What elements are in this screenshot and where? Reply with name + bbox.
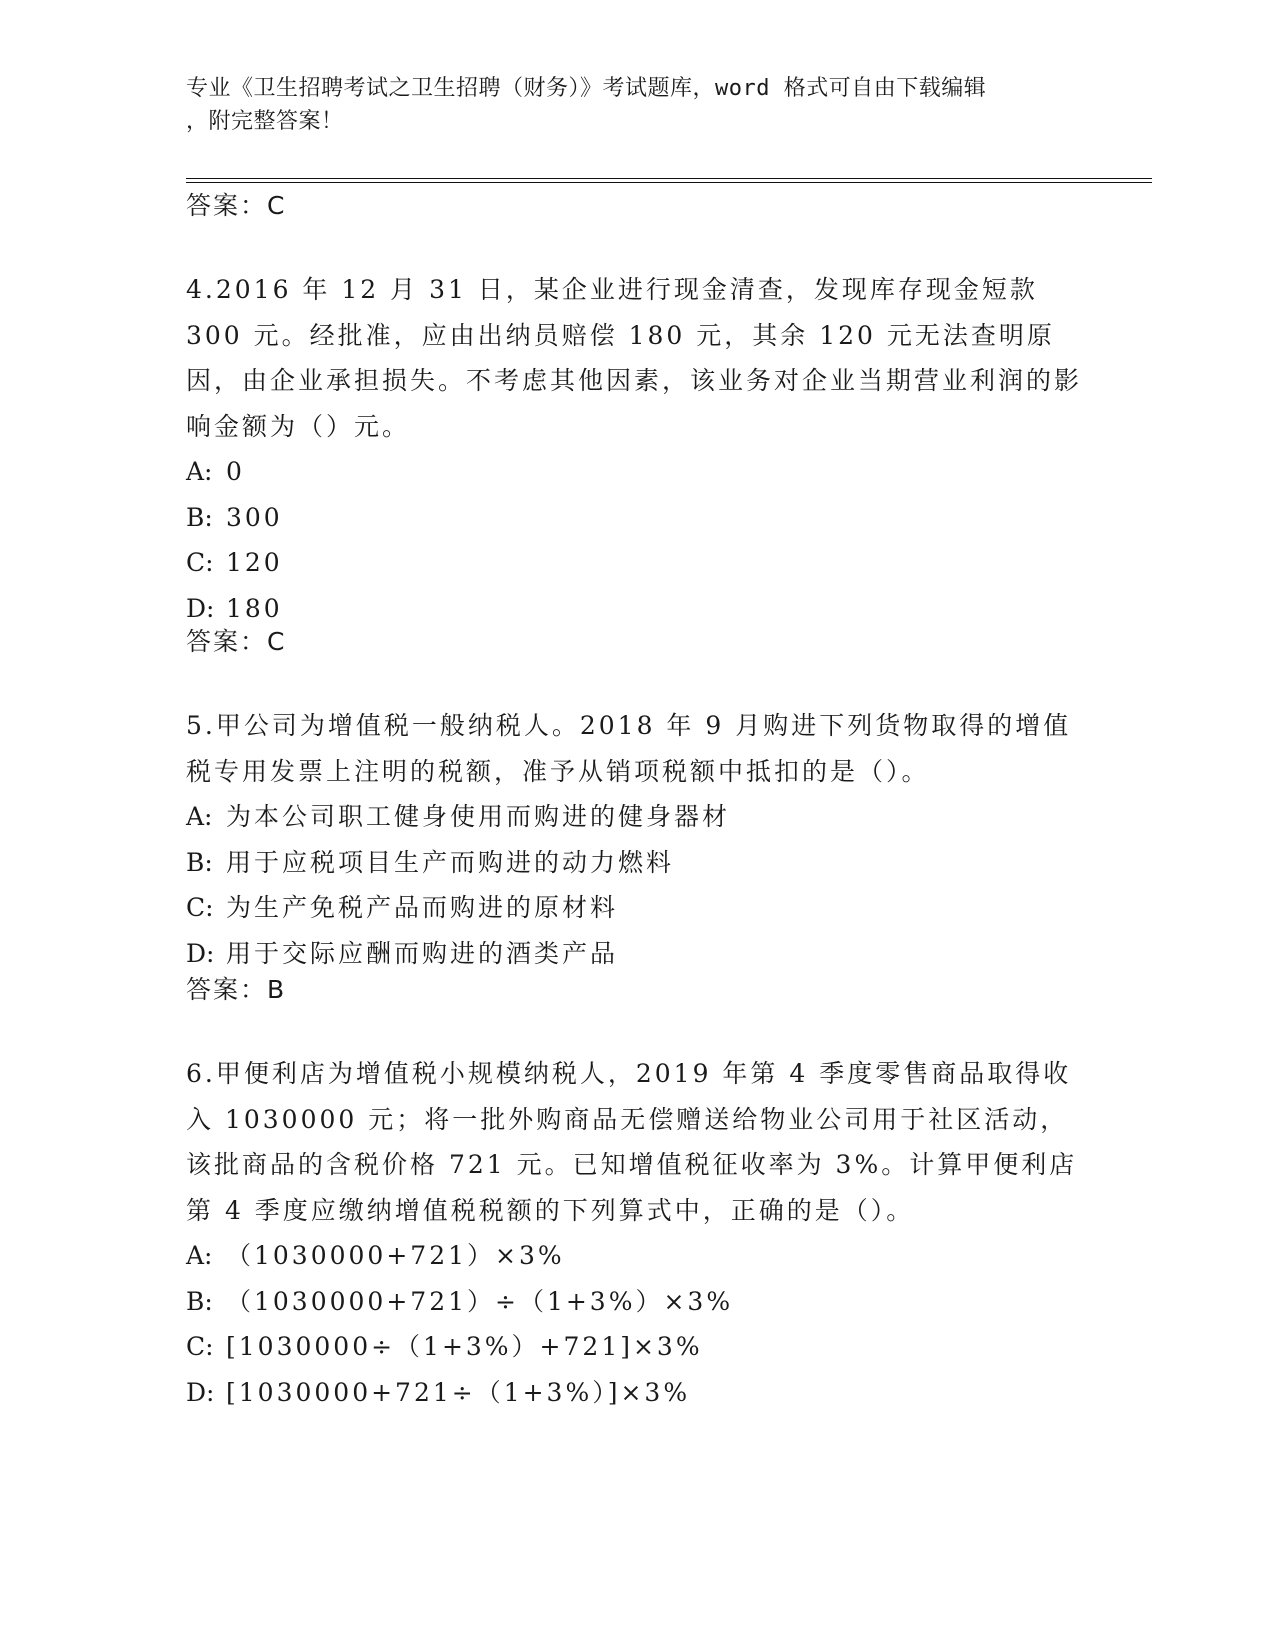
question-block (186, 267, 1086, 631)
question-stem: 5.甲公司为增值税一般纳税人。2018 年 9 月购进下列货物取得的增值税专用发票上注明的税额，准予从销项税额中抵扣的是（）。 (186, 711, 1072, 786)
answer-label: 答案：C (186, 191, 287, 220)
option-d: D: 用于交际应酬而购进的酒类产品 (186, 938, 619, 968)
question-block (186, 1051, 1086, 1415)
header-divider-top (186, 178, 1152, 179)
option-a: A: 为本公司职工健身使用而购进的健身器材 (186, 802, 731, 831)
option-c: C: 120 (186, 548, 283, 577)
option-b: B: （1030000+721）÷（1+3%）×3% (186, 1286, 734, 1316)
option-c: C: 为生产免税产品而购进的原材料 (186, 893, 619, 922)
option-d: D: [1030000+721÷（1+3%）]×3% (186, 1377, 691, 1407)
header-line-1: 专业《卫生招聘考试之卫生招聘（财务）》考试题库，word 格式可自由下载编辑 (186, 76, 987, 101)
question-stem: 6.甲便利店为增值税小规模纳税人，2019 年第 4 季度零售商品取得收入 1030000 元；将一批外购商品无偿赠送给物业公司用于社区活动，该批商品的含税价格 721 元。已知增值税征收率为 3%。计算甲便利店第 4 季度应缴纳增值税税额的下列算式中，正确的是（）。 (186, 1059, 1078, 1225)
answer-label: 答案：C (186, 627, 287, 656)
option-a: A: 0 (186, 457, 245, 486)
option-b: B: 用于应税项目生产而购进的动力燃料 (186, 847, 675, 877)
option-b: B: 300 (186, 502, 283, 532)
option-a: A: （1030000+721）×3% (186, 1241, 565, 1270)
option-d: D: 180 (186, 593, 283, 623)
question-block (186, 703, 1086, 976)
answer-label: 答案：B (186, 975, 287, 1004)
header-divider-bottom (186, 182, 1152, 183)
question-stem: 4.2016 年 12 月 31 日，某企业进行现金清查，发现库存现金短款 300 元。经批准，应由出纳员赔偿 180 元，其余 120 元无法查明原因，由企业承担损失。不考虑其他因素，该业务对企业当期营业利润的影响金额为（）元。 (186, 275, 1083, 441)
option-c: C: [1030000÷（1+3%）+721]×3% (186, 1332, 703, 1361)
header-line-2: ，附完整答案！ (186, 109, 344, 134)
document-header (186, 72, 1066, 138)
